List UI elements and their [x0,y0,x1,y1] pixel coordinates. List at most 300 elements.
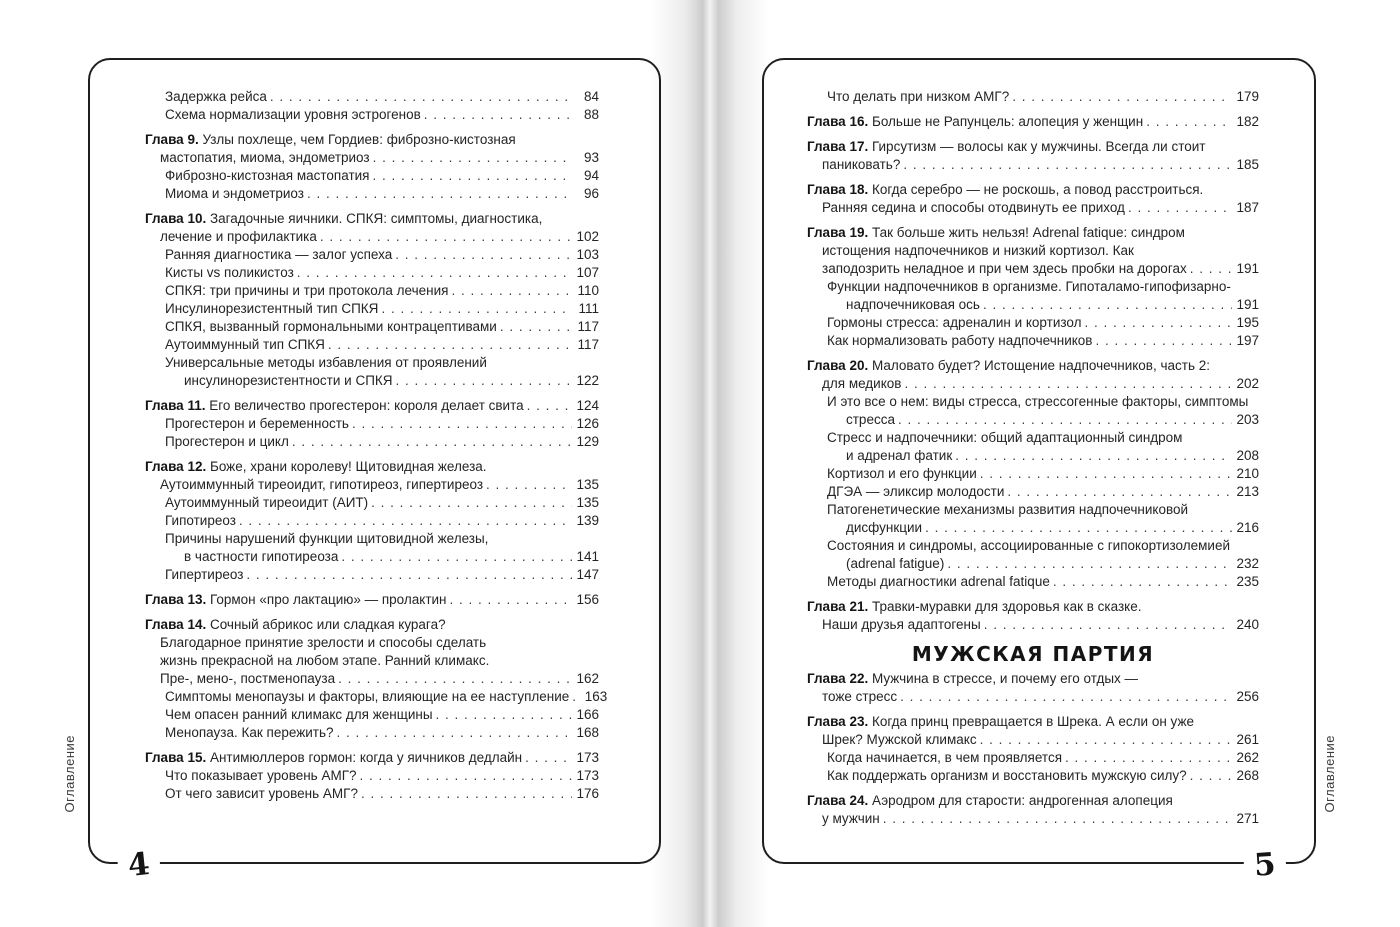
toc-text: Благодарное принятие зрелости и способы сделать [160,635,487,650]
toc-page-number: 124 [576,398,599,413]
toc-entry [807,332,1259,350]
dot-leader [898,411,1232,429]
dot-leader [1146,113,1232,131]
toc-page-number: 94 [583,168,599,183]
toc-page-number: 111 [578,301,599,316]
dot-leader [984,616,1232,634]
toc-line [165,354,599,372]
toc-page-number: 135 [576,477,599,492]
toc-page-number: 110 [577,283,599,298]
toc-page-number: 117 [577,337,599,352]
toc-entry [145,336,599,354]
toc-text: Глава 17. Гирсутизм — волосы как у мужчины. Всегда ли стоит [807,139,1206,154]
toc-text: Прогестерон и цикл [165,434,289,449]
toc-page-number: 129 [576,434,599,449]
toc-line [165,282,599,300]
toc-page-number: 179 [1236,89,1259,104]
dot-leader [525,749,572,767]
toc-text: Стресс и надпочечники: общий адаптационный синдром [827,430,1183,445]
right-toc [807,88,1259,828]
toc-line [827,447,1259,465]
toc-page-number: 122 [576,373,599,388]
toc-line [165,372,599,390]
dot-leader [337,724,573,742]
dot-leader [947,555,1232,573]
toc-line [165,167,599,185]
toc-page-number: 84 [583,89,599,104]
toc-text: Когда начинается, в чем проявляется [827,750,1063,765]
toc-entry [145,749,599,767]
dot-leader [341,548,572,566]
dot-leader [1007,483,1232,501]
toc-text: Менопауза. Как пережить? [165,725,334,740]
toc-line [807,598,1259,616]
toc-entry [807,465,1259,483]
toc-line [145,634,599,652]
toc-entry [807,501,1259,537]
toc-text: Состояния и синдромы, ассоциированные с гипокортизолемией [827,538,1231,553]
toc-line [827,278,1259,296]
toc-line [807,156,1259,174]
toc-page-number: 210 [1236,466,1259,481]
toc-line [165,785,599,803]
toc-text: Как нормализовать работу надпочечников [827,333,1093,348]
toc-page-number: 107 [576,265,599,280]
toc-line [165,767,599,785]
toc-text: Аутоиммунный тип СПКЯ [165,337,325,352]
dot-leader [450,591,572,609]
toc-line [807,224,1259,242]
toc-page-number: 271 [1236,811,1259,826]
chapter-label: Глава 21. [807,599,872,614]
toc-line [145,476,599,494]
toc-page-number: 176 [576,786,599,801]
toc-entry [807,88,1259,106]
toc-line [807,616,1259,634]
toc-line [145,458,599,476]
dot-leader [239,512,572,530]
toc-entry [145,767,599,785]
toc-text: Глава 12. Боже, храни королеву! Щитовидная железа. [145,459,487,474]
toc-text: Глава 10. Загадочные яичники. СПКЯ: симптомы, диагностика, [145,211,543,226]
toc-entry [807,278,1259,314]
toc-text: (adrenal fatigue) [846,556,945,571]
toc-line [165,548,599,566]
toc-line [827,88,1259,106]
toc-text: Как поддержать организм и восстановить мужскую силу? [827,768,1187,783]
toc-entry [145,397,599,415]
toc-page-number: 102 [576,229,599,244]
right-page [762,58,1316,884]
dot-leader [572,688,580,706]
toc-page-number: 187 [1236,200,1259,215]
toc-line [165,264,599,282]
toc-text: Глава 21. Травки-муравки для здоровья как в сказке. [807,599,1142,614]
toc-page-number: 96 [583,186,599,201]
dot-leader [451,282,572,300]
toc-entry [145,354,599,390]
dot-leader [983,296,1232,314]
toc-entry [807,393,1259,429]
toc-entry [807,429,1259,465]
toc-text: для медиков [822,376,902,391]
toc-text: паниковать? [822,157,901,172]
dot-leader [292,433,572,451]
toc-entry [145,246,599,264]
dot-leader [527,397,572,415]
toc-line [165,688,608,706]
dot-leader [297,264,572,282]
left-page [88,58,661,885]
toc-line [145,749,599,767]
toc-page-number: 162 [576,671,599,686]
toc-text: Глава 20. Маловато будет? Истощение надпочечников, часть 2: [807,358,1211,373]
dot-leader [1012,88,1232,106]
chapter-label: Глава 24. [807,793,872,808]
dot-leader [338,670,572,688]
toc-page-number: 213 [1236,484,1259,499]
toc-entry [145,591,599,609]
toc-line [827,767,1259,785]
toc-line [165,88,599,106]
toc-text: Глава 22. Мужчина в стрессе, и почему его отдых — [807,671,1139,686]
chapter-label: Глава 14. [145,617,210,632]
toc-text: Глава 13. Гормон «про лактацию» — пролактин [145,592,447,607]
toc-entry [145,210,599,246]
toc-entry [145,433,599,451]
toc-line [165,336,599,354]
toc-page-number: 268 [1236,768,1259,783]
toc-line [165,566,599,584]
dot-leader [955,447,1232,465]
toc-entry [807,138,1259,174]
chapter-label: Глава 16. [807,114,872,129]
chapter-label: Глава 22. [807,671,872,686]
toc-page-number: 235 [1236,574,1259,589]
toc-page-number: 126 [576,416,599,431]
toc-text: Причины нарушений функции щитовидной железы, [165,531,489,546]
toc-text: Аутоиммунный тиреоидит, гипотиреоз, гипертиреоз [160,477,484,492]
toc-text: Фиброзно-кистозная мастопатия [165,168,370,183]
toc-line [145,228,599,246]
dot-leader [307,185,572,203]
toc-line [827,483,1259,501]
toc-line [807,670,1259,688]
toc-line [827,537,1259,555]
toc-page-number: 203 [1236,412,1259,427]
toc-line [807,113,1259,131]
toc-line [165,185,599,203]
dot-leader [900,688,1232,706]
dot-leader [1085,314,1233,332]
toc-entry [145,785,599,803]
toc-entry [807,113,1259,131]
toc-page-number: 173 [576,768,599,783]
toc-entry [145,131,599,167]
toc-line [827,749,1259,767]
toc-line [827,555,1259,573]
toc-page-number: 256 [1236,689,1259,704]
left-toc [145,88,608,803]
toc-page-number: 195 [1236,315,1259,330]
chapter-label: Глава 19. [807,225,872,240]
toc-line [807,357,1259,375]
toc-page-number: 93 [583,150,599,165]
toc-text: От чего зависит уровень АМГ? [165,786,358,801]
toc-text: Чем опасен ранний климакс для женщины [165,707,433,722]
book-gutter-shadow [650,0,770,927]
toc-entry [145,530,599,566]
toc-line [807,731,1259,749]
dot-leader [883,810,1232,828]
toc-text: Гормоны стресса: адреналин и кортизол [827,315,1082,330]
toc-page-number: 156 [576,592,599,607]
toc-line [807,810,1259,828]
toc-text: Методы диагностики adrenal fatique [827,574,1050,589]
toc-text: Симптомы менопаузы и факторы, влияющие на ее наступление [165,689,570,704]
toc-text: Ранняя диагностика — залог успеха [165,247,393,262]
dot-leader [1053,573,1232,591]
toc-text: Прогестерон и беременность [165,416,349,431]
toc-entry [145,106,599,124]
toc-entry [807,767,1259,785]
toc-line [807,688,1259,706]
toc-entry [145,282,599,300]
toc-page-number: 232 [1236,556,1259,571]
dot-leader [1190,767,1232,785]
toc-text: Кисты vs поликистоз [165,265,294,280]
dot-leader [361,785,572,803]
toc-line [827,332,1259,350]
toc-line [827,429,1259,447]
toc-text: жизнь прекрасной на любом этапе. Ранний климакс. [160,653,490,668]
toc-line [145,652,599,670]
dot-leader [904,375,1232,393]
toc-page-number: 182 [1236,114,1259,129]
toc-page-number: 141 [576,549,599,564]
toc-text: Гипотиреоз [165,513,236,528]
chapter-label: Глава 11. [145,398,210,413]
toc-line [827,573,1259,591]
toc-page-number: 208 [1236,448,1259,463]
toc-entry [145,415,599,433]
toc-entry [145,616,599,688]
dot-leader [372,167,572,185]
toc-page-number: 88 [583,107,599,122]
toc-text: надпочечниковая ось [846,297,980,312]
toc-text: Наши друзья адаптогены [822,617,981,632]
toc-page-number: 240 [1236,617,1259,632]
toc-page-number: 139 [576,513,599,528]
toc-line [807,138,1259,156]
right-margin-label: Оглавление [1322,735,1337,813]
dot-leader [1065,749,1232,767]
toc-entry [807,749,1259,767]
toc-line [165,246,599,264]
toc-text: у мужчин [822,811,880,826]
left-margin-label: Оглавление [62,735,77,813]
toc-entry [145,724,599,742]
toc-line [827,519,1259,537]
dot-leader [500,318,572,336]
toc-text: Патогенетические механизмы развития надпочечниковой [827,502,1189,517]
toc-text: Шрек? Мужской климакс [822,732,977,747]
toc-page-number: 135 [576,495,599,510]
toc-text: Аутоиммунный тиреоидит (АИТ) [165,495,369,510]
dot-leader [436,706,572,724]
dot-leader [360,767,572,785]
toc-line [807,242,1259,260]
dot-leader [395,246,572,264]
toc-line [145,210,599,228]
toc-text: Глава 9. Узлы похлеще, чем Гордиев: фиброзно-кистозная [145,132,516,147]
toc-page-number: 191 [1236,297,1259,312]
toc-entry [807,573,1259,591]
toc-entry [145,566,599,584]
dot-leader [424,106,572,124]
section-heading: МУЖСКАЯ ПАРТИЯ [911,642,1155,666]
dot-leader [381,300,572,318]
toc-entry [145,167,599,185]
toc-text: СПКЯ, вызванный гормональными контрацептивами [165,319,497,334]
toc-entry [145,318,599,336]
toc-line [827,296,1259,314]
dot-leader [320,228,572,246]
toc-text: дисфункции [846,520,923,535]
dot-leader [1190,260,1232,278]
dot-leader [396,372,572,390]
toc-text: Что делать при низком АМГ? [827,89,1010,104]
chapter-label: Глава 10. [145,211,210,226]
toc-text: Что показывает уровень АМГ? [165,768,357,783]
toc-line [165,724,599,742]
toc-text: лечение и профилактика [160,229,317,244]
dot-leader [486,476,572,494]
toc-text: Пре-, мено-, постменопауза [160,671,336,686]
toc-text: Кортизол и его функции [827,466,977,481]
dot-leader [246,566,572,584]
toc-text: И это все о нем: виды стресса, стрессогенные факторы, симптомы [827,394,1249,409]
toc-text: и адренал фатик [846,448,953,463]
dot-leader [925,519,1232,537]
toc-line [807,199,1259,217]
toc-entry [145,185,599,203]
toc-text: Миома и эндометриоз [165,186,304,201]
toc-page-number: 166 [576,707,599,722]
toc-page-number: 163 [584,689,608,704]
toc-line [165,415,599,433]
toc-text: Функции надпочечников в организме. Гипоталамо-гипофизарно- [827,279,1231,294]
toc-line [145,591,599,609]
toc-text: Глава 11. Его величество прогестерон: короля делает свита [145,398,524,413]
left-page-folio: 4 [117,848,161,882]
toc-line [145,149,599,167]
chapter-label: Глава 12. [145,459,210,474]
toc-line [165,494,599,512]
toc-text: тоже стресс [822,689,898,704]
dot-leader [328,336,572,354]
toc-line [165,318,599,336]
toc-line [827,393,1259,411]
toc-line [807,181,1259,199]
toc-entry [145,706,599,724]
toc-text: в частности гипотиреоза [184,549,339,564]
toc-entry [807,357,1259,393]
toc-entry [807,713,1259,749]
dot-leader [352,415,572,433]
dot-leader [270,88,572,106]
toc-entry [807,670,1259,706]
toc-text: Глава 24. Аэродром для старости: андрогенная алопеция [807,793,1173,808]
toc-line [165,530,599,548]
right-page-folio: 5 [1243,849,1287,882]
toc-text: ДГЭА — эликсир молодости [827,484,1005,499]
toc-entry [807,792,1259,828]
toc-entry [807,483,1259,501]
toc-entry [807,537,1259,573]
toc-line [827,501,1259,519]
toc-text: стресса [846,412,895,427]
toc-entry [145,494,599,512]
toc-text: Глава 16. Больше не Рапунцель: алопеция у женщин [807,114,1144,129]
toc-text: Глава 23. Когда принц превращается в Шрека. А если он уже [807,714,1194,729]
toc-text: Гипертиреоз [165,567,244,582]
toc-page-number: 103 [576,247,599,262]
toc-page-number: 216 [1236,520,1259,535]
toc-page-number: 168 [576,725,599,740]
toc-entry [145,458,599,494]
toc-line [145,670,599,688]
toc-page-number: 191 [1236,261,1259,276]
dot-leader [980,465,1232,483]
toc-text: Глава 19. Так больше жить нельзя! Adrenal fatique: синдром [807,225,1185,240]
toc-text: СПКЯ: три причины и три протокола лечения [165,283,449,298]
toc-line [165,106,599,124]
toc-page-number: 261 [1236,732,1259,747]
chapter-label: Глава 9. [145,132,203,147]
toc-text: заподозрить неладное и при чем здесь пробки на дорогах [822,261,1187,276]
toc-line [165,706,599,724]
toc-line [145,131,599,149]
toc-entry [145,264,599,282]
toc-text: инсулинорезистентности и СПКЯ [184,373,393,388]
dot-leader [373,149,572,167]
toc-text: Глава 14. Сочный абрикос или сладкая курага? [145,617,446,632]
toc-text: Задержка рейса [165,89,267,104]
toc-page-number: 117 [577,319,599,334]
toc-page-number: 173 [576,750,599,765]
chapter-label: Глава 23. [807,714,872,729]
dot-leader [980,731,1232,749]
toc-line [165,300,599,318]
chapter-label: Глава 20. [807,358,872,373]
dot-leader [1095,332,1232,350]
toc-entry [145,300,599,318]
chapter-label: Глава 18. [807,182,872,197]
toc-line [807,375,1259,393]
toc-text: мастопатия, миома, эндометриоз [160,150,370,165]
toc-text: Глава 18. Когда серебро — не роскошь, а повод расстроиться. [807,182,1204,197]
dot-leader [903,156,1232,174]
toc-entry [807,224,1259,278]
toc-entry [145,88,599,106]
toc-line [145,397,599,415]
chapter-label: Глава 13. [145,592,210,607]
toc-page-number: 185 [1236,157,1259,172]
toc-entry [145,512,599,530]
toc-entry [807,181,1259,217]
toc-line [165,512,599,530]
